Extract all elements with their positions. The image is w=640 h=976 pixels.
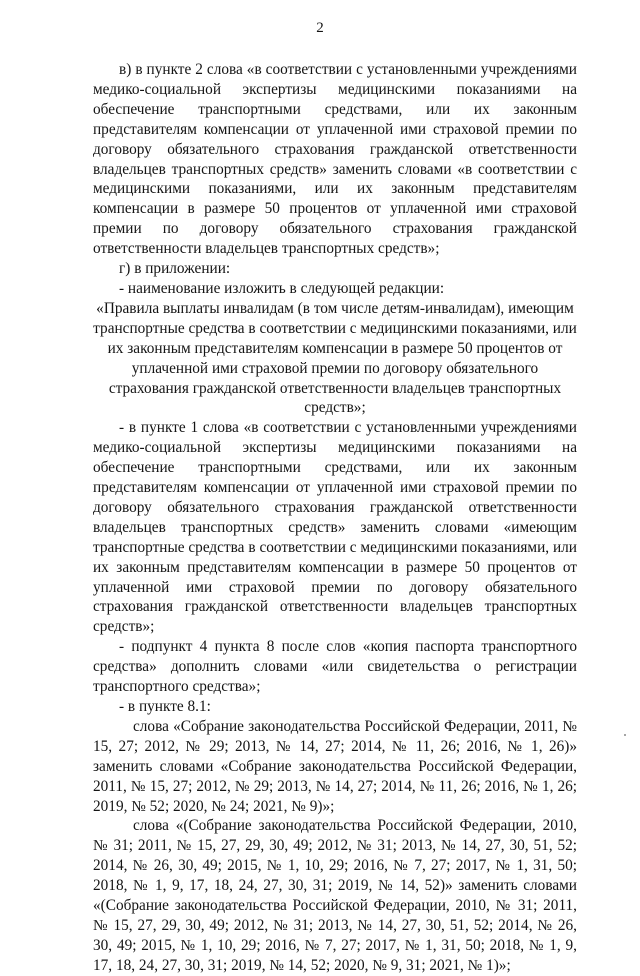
paragraph-point-1: - в пункте 1 слова «в соответствии с установленными учреждениями медико-социальной экспертизы медицинскими показаниями на обеспечение транспортными средствами, или их законным представителям компенсации от уплаченной ими страховой премии по договору обязательного страхования гражданской ответственности владельцев транспортных средств» заменить словами «имеющим транспортные средства в соответствии с медицинскими показаниями, или их законным представителям компенсации в размере 50 процентов от уплаченной ими страховой премии по договору обязательного страхования гражданской ответственности владельцев транспортных средств»; <box>93 419 577 636</box>
paragraph-words-replacement-2: слова «(Собрание законодательства Российской Федерации, 2010, № 31; 2011, № 15, 27, 29, 30, 49; 2012, № 31; 2013, № 14, 27, 30, 51, 52; 2014, № 26, 30, 49; 2015, № 1, 10, 29; 2016, № 7, 27; 2017, № 1, 31, 50; 2018, № 1, 9, 17, 18, 24, 27, 30, 31; 2019, № 14, 52)» заменить словами «(Собрание законодательства Российской Федерации, 2010, № 31; 2011, № 15, 27, 29, 30, 49; 2012, № 31; 2013, № 14, 27, 30, 51, 52; 2014, № 26, 30, 49; 2015, № 1, 10, 29; 2016, № 7, 27; 2017, № 1, 31, 50; 2018, № 1, 9, 17, 18, 24, 27, 30, 31; 2019, № 14, 52; 2020, № 9, 31; 2021, № 1)»; <box>93 817 577 974</box>
scan-speck <box>624 734 626 736</box>
paragraph-words-replacement-1: слова «Собрание законодательства Российской Федерации, 2011, № 15, 27; 2012, № 29; 2013, № 14, 27; 2014, № 11, 26; 2016, № 1, 26)» заменить словами «Собрание законодательства Российской Федерации, 2011, № 15, 27; 2012, № 29; 2013, № 14, 27; 2014, № 11, 26; 2016, № 1, 26; 2019, № 52; 2020, № 24; 2021, № 9)»; <box>93 717 577 815</box>
paragraph-point-8-1: - в пункте 8.1: <box>119 698 211 715</box>
paragraph-subpoint-4: - подпункт 4 пункта 8 после слов «копия паспорта транспортного средства» дополнить словами «или свидетельства о регистрации транспортного средства»; <box>93 638 577 696</box>
rules-title: «Правила выплаты инвалидам (в том числе детям-инвалидам), имеющим транспортные средства в соответствии с медицинскими показаниями, или их законным представителям компенсации в размере 50 процентов от уплаченной ими страховой премии по договору обязательного страхования гражданской ответственности владельцев транспортных средств»; <box>93 299 577 417</box>
document-body <box>93 60 577 976</box>
paragraph-name-change: - наименование изложить в следующей редакции: <box>119 279 445 297</box>
paragraph-amendment-v: в) в пункте 2 слова «в соответствии с установленными учреждениями медико-социальной экспертизы медицинскими показаниями на обеспечение транспортными средствами, или их законным представителям компенсации от уплаченной ими страховой премии по договору обязательного страхования гражданской ответственности владельцев транспортных средств» заменить словами «в соответствии с медицинскими показаниями, или их законным представителям компенсации в размере 50 процентов от уплаченной ими страховой премии по договору обязательного страхования гражданской ответственности владельцев транспортных средств»; <box>93 61 577 258</box>
paragraph-amendment-g: г) в приложении: <box>119 260 231 278</box>
page-number: 2 <box>316 20 324 36</box>
